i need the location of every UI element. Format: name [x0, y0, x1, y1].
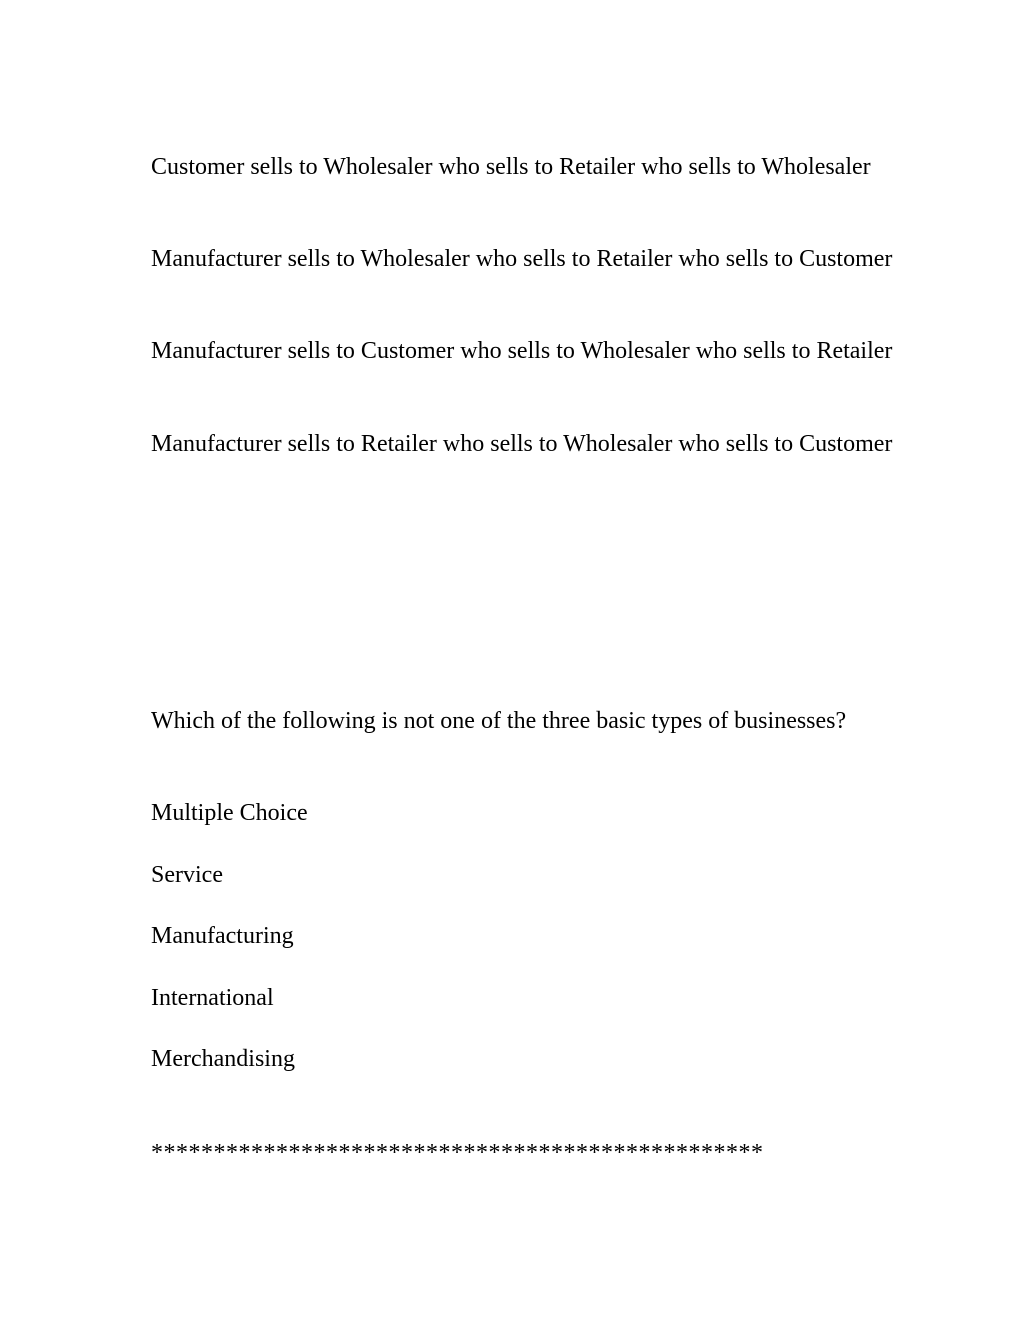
answer-option: Service: [151, 862, 223, 888]
question-format-label: Multiple Choice: [151, 800, 308, 826]
question-text: Which of the following is not one of the three basic types of businesses?: [151, 708, 847, 734]
answer-option: Manufacturer sells to Customer who sells to Wholesaler who sells to Retailer: [151, 338, 893, 364]
answer-option: Merchandising: [151, 1046, 295, 1072]
answer-option: Manufacturing: [151, 923, 294, 949]
answer-option: International: [151, 985, 274, 1011]
answer-option: Manufacturer sells to Wholesaler who sells to Retailer who sells to Customer: [151, 246, 893, 272]
answer-option: Manufacturer sells to Retailer who sells to Wholesaler who sells to Customer: [151, 431, 893, 457]
section-separator: *************************************************: [151, 1140, 764, 1166]
answer-option: Customer sells to Wholesaler who sells to Retailer who sells to Wholesaler: [151, 154, 871, 180]
